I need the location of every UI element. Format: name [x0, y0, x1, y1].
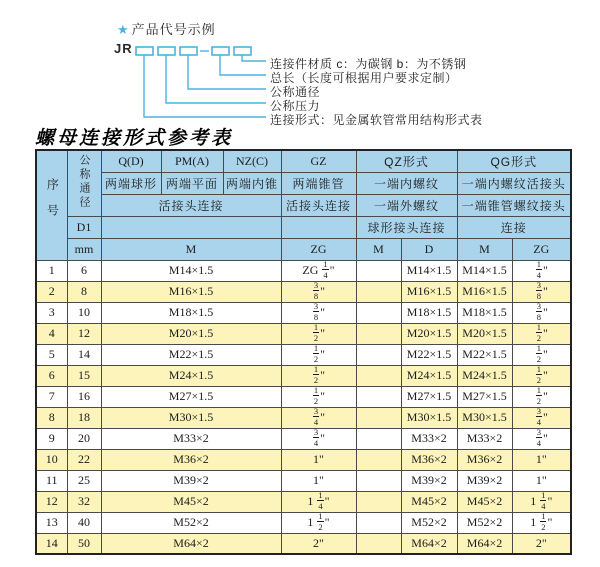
cell-qg_m: M36×2 — [457, 449, 512, 470]
table-row — [36, 407, 571, 428]
fraction: $\frac{1}{4}$ — [318, 491, 323, 511]
cell-m: M39×2 — [101, 470, 281, 491]
cell-qg_zg: 1 $\frac{1}{4}$ " — [512, 491, 571, 512]
cell-no: 6 — [36, 365, 67, 386]
cell-gz: 1" — [281, 449, 356, 470]
table-row — [36, 449, 571, 470]
header-dn: 公称通径 — [67, 150, 101, 216]
fraction: $\frac{3}{4}$ — [313, 407, 319, 427]
header-q-code: Q(D) — [101, 150, 161, 172]
table-body — [36, 260, 571, 554]
cell-no: 5 — [36, 344, 67, 365]
table-row — [36, 365, 571, 386]
cell-qg_m: M64×2 — [457, 533, 512, 554]
cell-qz_d: M27×1.5 — [401, 386, 457, 407]
fraction: $\frac{3}{8}$ — [536, 281, 541, 301]
cell-qg_zg: 1" — [512, 470, 571, 491]
cell-qg_zg: $\frac{1}{2}$ " — [512, 323, 571, 344]
cell-m: M45×2 — [101, 491, 281, 512]
table-row — [36, 344, 571, 365]
fraction: $\frac{3}{8}$ — [313, 302, 319, 322]
cell-qg_zg: $\frac{1}{4}$ " — [512, 260, 571, 281]
nut-connection-table — [35, 149, 572, 555]
cell-gz: $\frac{3}{8}$ " — [281, 281, 356, 302]
cell-no: 1 — [36, 260, 67, 281]
cell-qz_d: M33×2 — [401, 428, 457, 449]
cell-qz_d: M24×1.5 — [401, 365, 457, 386]
cell-m: M30×1.5 — [101, 407, 281, 428]
cell-qg_m: M39×2 — [457, 470, 512, 491]
fraction: $\frac{1}{2}$ — [318, 512, 323, 532]
cell-no: 11 — [36, 470, 67, 491]
cell-qg_zg: $\frac{3}{4}$ " — [512, 407, 571, 428]
cell-qz_m — [356, 407, 401, 428]
header-qz-unit1: M — [356, 238, 401, 260]
star-icon: ★ — [117, 22, 130, 37]
fraction: $\frac{1}{2}$ — [313, 386, 319, 406]
header-gz-unit: ZG — [281, 238, 356, 260]
cell-m: M20×1.5 — [101, 323, 281, 344]
cell-qg_zg: 1 $\frac{1}{2}$ " — [512, 512, 571, 533]
connector-line-2 — [220, 55, 266, 75]
cell-qz_d: M52×2 — [401, 512, 457, 533]
fraction: $\frac{1}{2}$ — [541, 512, 546, 532]
cell-qg_m: M16×1.5 — [457, 281, 512, 302]
cell-no: 14 — [36, 533, 67, 554]
table-header — [36, 150, 571, 260]
cell-gz: $\frac{1}{2}$ " — [281, 365, 356, 386]
cell-qg_zg: $\frac{3}{4}$ " — [512, 428, 571, 449]
header-blank-qpn — [101, 216, 281, 238]
cell-no: 7 — [36, 386, 67, 407]
header-m-unit: M — [101, 238, 281, 260]
cell-qz_m — [356, 428, 401, 449]
cell-qg_m: M27×1.5 — [457, 386, 512, 407]
cell-qg_m: M45×2 — [457, 491, 512, 512]
fraction: $\frac{1}{4}$ — [536, 260, 541, 280]
label-nominal-diameter: 公称通径 — [270, 85, 321, 99]
cell-m: M24×1.5 — [101, 365, 281, 386]
fraction: $\frac{1}{4}$ — [323, 260, 328, 280]
header-qz-unit2: D — [401, 238, 457, 260]
cell-qz_d: M20×1.5 — [401, 323, 457, 344]
cell-gz: 2" — [281, 533, 356, 554]
fraction: $\frac{3}{4}$ — [536, 407, 541, 427]
cell-dn: 8 — [67, 281, 101, 302]
code-box-2 — [158, 47, 175, 55]
cell-qg_zg: 2" — [512, 533, 571, 554]
cell-qz_m — [356, 323, 401, 344]
cell-gz: 1 $\frac{1}{2}$ " — [281, 512, 356, 533]
fraction: $\frac{1}{2}$ — [536, 365, 541, 385]
header-mm: mm — [67, 238, 101, 260]
table-row — [36, 428, 571, 449]
label-material: 连接件材质 c：为碳钢 b：为不锈钢 — [270, 57, 467, 71]
cell-gz: ZG $\frac{1}{4}$ " — [281, 260, 356, 281]
table-row — [36, 470, 571, 491]
cell-m: M14×1.5 — [101, 260, 281, 281]
cell-no: 4 — [36, 323, 67, 344]
cell-qg_m: M20×1.5 — [457, 323, 512, 344]
cell-qz_m — [356, 260, 401, 281]
cell-qz_d: M39×2 — [401, 470, 457, 491]
header-qg-unit2: ZG — [512, 238, 571, 260]
fraction: $\frac{3}{4}$ — [313, 428, 319, 448]
cell-qz_d: M36×2 — [401, 449, 457, 470]
cell-qz_d: M64×2 — [401, 533, 457, 554]
cell-dn: 6 — [67, 260, 101, 281]
cell-dn: 50 — [67, 533, 101, 554]
table-row — [36, 323, 571, 344]
cell-gz: $\frac{3}{8}$ " — [281, 302, 356, 323]
cell-qz_m — [356, 512, 401, 533]
header-qz-connection: 球形接头连接 — [356, 216, 457, 238]
cell-qg_m: M30×1.5 — [457, 407, 512, 428]
header-gz-connection: 活接头连接 — [281, 194, 356, 216]
header-qz-code: QZ形式 — [356, 150, 457, 172]
cell-qz_d: M16×1.5 — [401, 281, 457, 302]
table-row — [36, 386, 571, 407]
fraction: $\frac{1}{2}$ — [536, 386, 541, 406]
connector-line-5 — [144, 55, 266, 117]
header-pm-code: PM(A) — [161, 150, 223, 172]
header-nz-code: NZ(C) — [223, 150, 281, 172]
cell-gz: 1 $\frac{1}{4}$ " — [281, 491, 356, 512]
cell-gz: $\frac{1}{2}$ " — [281, 386, 356, 407]
cell-dn: 16 — [67, 386, 101, 407]
cell-qg_zg: $\frac{1}{2}$ " — [512, 344, 571, 365]
fraction: $\frac{1}{2}$ — [313, 323, 319, 343]
cell-no: 12 — [36, 491, 67, 512]
cell-m: M27×1.5 — [101, 386, 281, 407]
cell-no: 9 — [36, 428, 67, 449]
code-box-1 — [136, 47, 153, 55]
connector-line-4 — [166, 55, 266, 103]
cell-qz_m — [356, 533, 401, 554]
cell-qz_m — [356, 302, 401, 323]
product-code-prefix: JR — [114, 41, 133, 56]
table-row — [36, 512, 571, 533]
table-row — [36, 491, 571, 512]
cell-m: M16×1.5 — [101, 281, 281, 302]
cell-qg_zg: $\frac{1}{2}$ " — [512, 386, 571, 407]
cell-m: M36×2 — [101, 449, 281, 470]
connector-line-1 — [242, 55, 266, 61]
cell-qz_d: M45×2 — [401, 491, 457, 512]
cell-gz: $\frac{1}{2}$ " — [281, 344, 356, 365]
cell-gz: $\frac{3}{4}$ " — [281, 428, 356, 449]
cell-qg_m: M18×1.5 — [457, 302, 512, 323]
cell-no: 10 — [36, 449, 67, 470]
fraction: $\frac{1}{2}$ — [536, 323, 541, 343]
cell-qg_zg: $\frac{1}{2}$ " — [512, 365, 571, 386]
header-qpn-connection: 活接头连接 — [101, 194, 281, 216]
cell-qz_m — [356, 365, 401, 386]
cell-dn: 10 — [67, 302, 101, 323]
cell-qz_m — [356, 344, 401, 365]
header-nz-desc: 两端内锥 — [223, 172, 281, 194]
header-qg-code: QG形式 — [457, 150, 571, 172]
fraction: $\frac{1}{2}$ — [313, 365, 319, 385]
cell-dn: 32 — [67, 491, 101, 512]
cell-no: 2 — [36, 281, 67, 302]
cell-qz_m — [356, 386, 401, 407]
header-qg-connection: 连接 — [457, 216, 571, 238]
fraction: $\frac{3}{4}$ — [536, 428, 541, 448]
cell-qz_d: M18×1.5 — [401, 302, 457, 323]
cell-dn: 22 — [67, 449, 101, 470]
table-row — [36, 533, 571, 554]
cell-m: M64×2 — [101, 533, 281, 554]
cell-gz: 1" — [281, 470, 356, 491]
cell-qz_m — [356, 281, 401, 302]
cell-qz_m — [356, 470, 401, 491]
cell-qz_d: M30×1.5 — [401, 407, 457, 428]
table-row — [36, 281, 571, 302]
fraction: $\frac{1}{2}$ — [536, 344, 541, 364]
table-row — [36, 260, 571, 281]
header-serial: 序号 — [36, 150, 67, 260]
cell-qz_m — [356, 491, 401, 512]
cell-gz: $\frac{1}{2}$ " — [281, 323, 356, 344]
cell-dn: 14 — [67, 344, 101, 365]
header-blank-gz — [281, 216, 356, 238]
cell-qg_m: M24×1.5 — [457, 365, 512, 386]
header-qg-desc2: 一端锥管螺纹接头 — [457, 194, 571, 216]
cell-no: 8 — [36, 407, 67, 428]
cell-qg_m: M33×2 — [457, 428, 512, 449]
cell-qg_zg: $\frac{3}{8}$ " — [512, 302, 571, 323]
header-qg-unit1: M — [457, 238, 512, 260]
table-row — [36, 302, 571, 323]
cell-gz: $\frac{3}{4}$ " — [281, 407, 356, 428]
header-gz-code: GZ — [281, 150, 356, 172]
cell-qg_m: M52×2 — [457, 512, 512, 533]
table-title: 螺母连接形式参考表 — [35, 127, 234, 149]
cell-no: 3 — [36, 302, 67, 323]
cell-m: M52×2 — [101, 512, 281, 533]
header-qg-desc1: 一端内螺纹活接头 — [457, 172, 571, 194]
cell-dn: 12 — [67, 323, 101, 344]
code-box-4 — [212, 47, 229, 55]
header-q-desc: 两端球形 — [101, 172, 161, 194]
cell-qz_m — [356, 449, 401, 470]
cell-qg_m: M22×1.5 — [457, 344, 512, 365]
cell-m: M18×1.5 — [101, 302, 281, 323]
fraction: $\frac{1}{2}$ — [313, 344, 319, 364]
cell-qg_zg: $\frac{3}{8}$ " — [512, 281, 571, 302]
code-box-3 — [180, 47, 197, 55]
connector-line-3 — [188, 55, 266, 89]
fraction: $\frac{3}{8}$ — [536, 302, 541, 322]
header-qz-desc2: 一端外螺纹 — [356, 194, 457, 216]
cell-dn: 15 — [67, 365, 101, 386]
cell-no: 13 — [36, 512, 67, 533]
cell-m: M33×2 — [101, 428, 281, 449]
cell-qz_d: M22×1.5 — [401, 344, 457, 365]
product-code-heading-text: 产品代号示例 — [131, 22, 216, 37]
header-pm-desc: 两端平面 — [161, 172, 223, 194]
code-box-5 — [234, 47, 251, 55]
cell-qg_zg: 1" — [512, 449, 571, 470]
label-connection-form: 连接形式：见金属软管常用结构形式表 — [270, 113, 483, 127]
header-d1: D1 — [67, 216, 101, 238]
label-nominal-pressure: 公称压力 — [270, 99, 321, 113]
header-qz-desc1: 一端内螺纹 — [356, 172, 457, 194]
header-gz-desc: 两端锥管 — [281, 172, 356, 194]
cell-dn: 25 — [67, 470, 101, 491]
cell-dn: 18 — [67, 407, 101, 428]
cell-dn: 20 — [67, 428, 101, 449]
fraction: $\frac{1}{4}$ — [541, 491, 546, 511]
cell-dn: 40 — [67, 512, 101, 533]
cell-qz_d: M14×1.5 — [401, 260, 457, 281]
fraction: $\frac{3}{8}$ — [313, 281, 319, 301]
cell-qg_m: M14×1.5 — [457, 260, 512, 281]
label-total-length: 总长（长度可根据用户要求定制） — [270, 71, 458, 85]
cell-m: M22×1.5 — [101, 344, 281, 365]
